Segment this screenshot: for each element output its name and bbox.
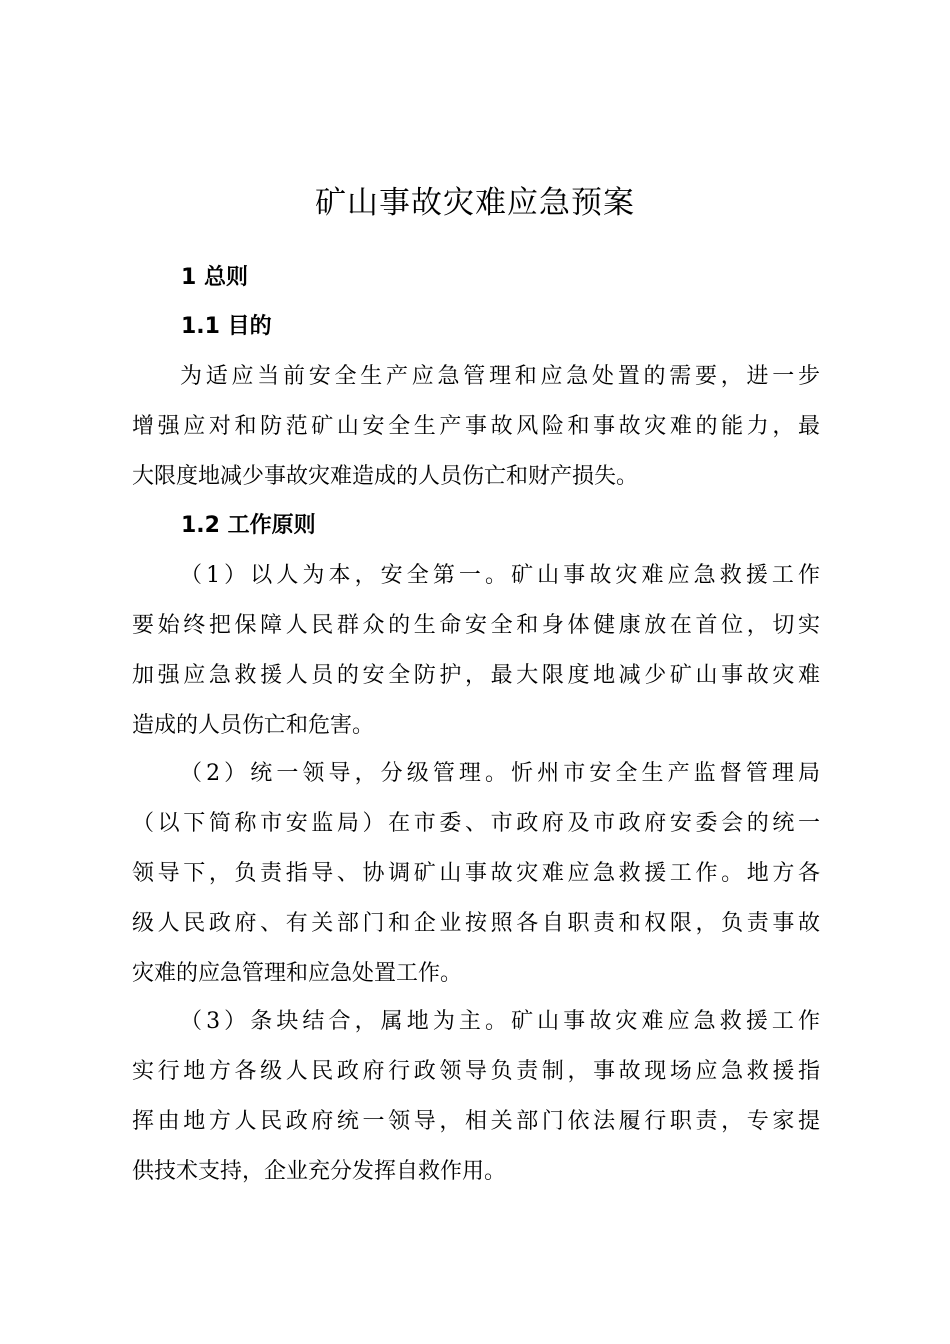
paragraph-line: 加强应急救援人员的安全防护，最大限度地减少矿山事故灾难 xyxy=(132,663,820,688)
paragraph-line: 级人民政府、有关部门和企业按照各自职责和权限，负责事故 xyxy=(132,911,820,936)
section-heading-general: 1 总则 xyxy=(181,265,248,290)
section-heading-principles: 1.2 工作原则 xyxy=(181,513,316,538)
paragraph-principle-2 xyxy=(132,749,820,999)
paragraph-line: （2）统一领导，分级管理。忻州市安全生产监督管理局 xyxy=(180,761,820,786)
paragraph-line: 灾难的应急管理和应急处置工作。 xyxy=(132,961,463,986)
paragraph-line: 增强应对和防范矿山安全生产事故风险和事故灾难的能力，最 xyxy=(132,414,820,439)
paragraph-principle-3 xyxy=(132,997,820,1197)
document-title: 矿山事故灾难应急预案 xyxy=(315,185,635,221)
section-heading-purpose: 1.1 目的 xyxy=(181,314,272,339)
paragraph-line: 供技术支持，企业充分发挥自救作用。 xyxy=(132,1159,507,1184)
paragraph-line: 实行地方各级人民政府行政领导负责制，事故现场应急救援指 xyxy=(132,1059,820,1084)
paragraph-line: （以下简称市安监局）在市委、市政府及市政府安委会的统一 xyxy=(132,811,820,836)
paragraph-line: （1）以人为本，安全第一。矿山事故灾难应急救援工作 xyxy=(180,563,820,588)
paragraph-principle-1 xyxy=(132,551,820,751)
paragraph-line: 挥由地方人民政府统一领导，相关部门依法履行职责，专家提 xyxy=(132,1109,820,1134)
paragraph-line: 大限度地减少事故灾难造成的人员伤亡和财产损失。 xyxy=(132,464,639,489)
paragraph-line: 为适应当前安全生产应急管理和应急处置的需要，进一步 xyxy=(180,364,820,389)
paragraph-line: 领导下，负责指导、协调矿山事故灾难应急救援工作。地方各 xyxy=(132,861,820,886)
paragraph-line: （3）条块结合，属地为主。矿山事故灾难应急救援工作 xyxy=(180,1009,820,1034)
paragraph-line: 要始终把保障人民群众的生命安全和身体健康放在首位，切实 xyxy=(132,613,820,638)
paragraph-line: 造成的人员伤亡和危害。 xyxy=(132,713,375,738)
paragraph-purpose xyxy=(132,352,820,502)
